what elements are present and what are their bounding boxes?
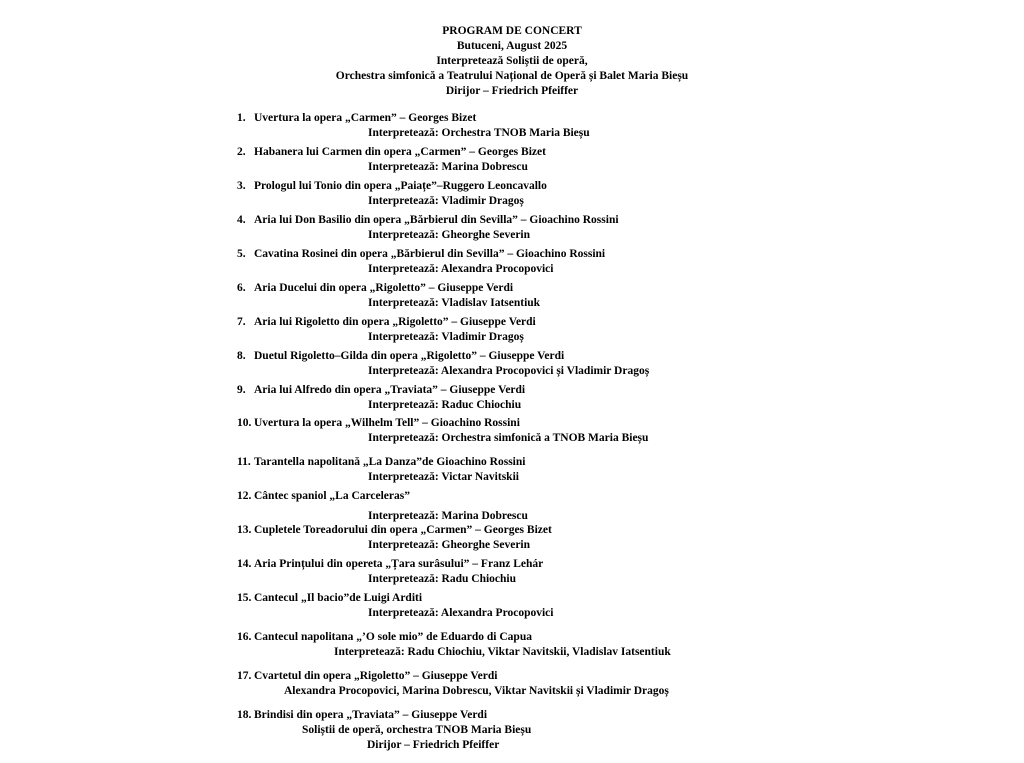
item-title: Cantecul „Il bacio”de Luigi Arditi (254, 592, 423, 604)
item-performer: Interpretează: Orchestra TNOB Maria Bieșu (368, 127, 590, 139)
item-performer: Interpretează: Vladimir Dragoș (368, 195, 524, 207)
item-number: 6. (237, 282, 246, 294)
item-title: Cupletele Toreadorului din opera „Carmen” – Georges Bizet (254, 524, 552, 536)
item-conductor: Dirijor – Friedrich Pfeiffer (367, 739, 500, 751)
program-item-6 (237, 281, 997, 311)
program-item-13 (237, 523, 997, 553)
item-title: Uvertura la opera „Carmen” – Georges Bizet (254, 112, 477, 124)
item-title: Aria Ducelui din opera „Rigoletto” – Giuseppe Verdi (254, 282, 514, 294)
item-performer: Interpretează: Radu Chiochiu, Viktar Navitskii, Vladislav Iatsentiuk (334, 646, 671, 658)
item-number: 18. (237, 709, 252, 721)
item-title: Prologul lui Tonio din opera „Paiațe”–Ruggero Leoncavallo (254, 180, 547, 192)
item-title: Aria lui Rigoletto din opera „Rigoletto” – Giuseppe Verdi (254, 316, 536, 328)
item-performer: Interpretează: Radu Chiochiu (368, 573, 517, 585)
item-title: Tarantella napolitană „La Danza”de Gioachino Rossini (254, 456, 526, 468)
item-number: 10. (237, 417, 252, 429)
item-number: 8. (237, 350, 246, 362)
program-item-2 (237, 145, 997, 175)
item-title: Brindisi din opera „Traviata” – Giuseppe Verdi (254, 709, 488, 721)
item-number: 12. (237, 490, 252, 502)
item-number: 17. (237, 670, 252, 682)
program-item-1 (237, 111, 997, 141)
program-item-14 (237, 557, 997, 587)
item-performer: Interpretează: Gheorghe Severin (368, 229, 531, 241)
program-item-3 (237, 179, 997, 209)
program-title: PROGRAM DE CONCERT (442, 25, 582, 37)
item-performer: Interpretează: Vladimir Dragoș (368, 331, 524, 343)
location-date: Butuceni, August 2025 (456, 40, 568, 52)
item-title: Cantecul napolitana „’O sole mio” de Eduardo di Capua (254, 631, 532, 643)
program-item-16 (237, 630, 997, 660)
program-header (0, 24, 1024, 99)
program-item-11 (237, 455, 997, 485)
program-item-12 (237, 489, 997, 524)
item-performer: Interpretează: Raduc Chiochiu (368, 399, 522, 411)
item-performer: Soliștii de operă, orchestra TNOB Maria Bieșu (302, 724, 532, 736)
item-number: 16. (237, 631, 252, 643)
program-item-10 (237, 416, 997, 446)
item-performer: Interpretează: Alexandra Procopovici (368, 607, 554, 619)
item-title: Cvartetul din opera „Rigoletto” – Giuseppe Verdi (254, 670, 498, 682)
item-title: Cântec spaniol „La Carceleras” (254, 490, 410, 502)
program-item-5 (237, 247, 997, 277)
item-title: Uvertura la opera „Wilhelm Tell” – Gioachino Rossini (254, 417, 520, 429)
item-performer: Interpretează: Alexandra Procopovici (368, 263, 554, 275)
item-number: 11. (237, 456, 251, 468)
item-number: 1. (237, 112, 246, 124)
item-number: 14. (237, 558, 252, 570)
item-number: 15. (237, 592, 252, 604)
item-title: Aria lui Don Basilio din opera „Bărbierul din Sevilla” – Gioachino Rossini (254, 214, 619, 226)
performers-line: Interpretează Soliștii de operă, (436, 55, 588, 67)
item-title: Cavatina Rosinei din opera „Bărbierul din Sevilla” – Gioachino Rossini (254, 248, 606, 260)
program-item-8 (237, 349, 997, 379)
item-title: Aria lui Alfredo din opera „Traviata” – Giuseppe Verdi (254, 384, 526, 396)
item-performer: Alexandra Procopovici, Marina Dobrescu, Viktar Navitskii și Vladimir Dragoș (284, 685, 669, 697)
item-number: 13. (237, 524, 252, 536)
item-number: 5. (237, 248, 246, 260)
item-number: 4. (237, 214, 246, 226)
item-number: 2. (237, 146, 246, 158)
item-performer: Interpretează: Vladislav Iatsentiuk (368, 297, 541, 309)
item-performer: Interpretează: Orchestra simfonică a TNOB Maria Bieșu (368, 432, 649, 444)
program-item-17 (237, 669, 997, 699)
item-title: Aria Prințului din opereta „Țara surâsului” – Franz Lehár (254, 558, 544, 570)
item-performer: Interpretează: Gheorghe Severin (368, 539, 531, 551)
item-number: 7. (237, 316, 246, 328)
item-performer: Interpretează: Marina Dobrescu (368, 510, 528, 522)
program-item-7 (237, 315, 997, 345)
item-number: 3. (237, 180, 246, 192)
item-title: Duetul Rigoletto–Gilda din opera „Rigoletto” – Giuseppe Verdi (254, 350, 565, 362)
orchestra-line: Orchestra simfonică a Teatrului Național de Operă și Balet Maria Bieșu (335, 70, 689, 82)
conductor-line: Dirijor – Friedrich Pfeiffer (445, 85, 579, 97)
item-title: Habanera lui Carmen din opera „Carmen” – Georges Bizet (254, 146, 546, 158)
program-item-15 (237, 591, 997, 621)
program-item-18 (237, 708, 997, 753)
program-item-9 (237, 383, 997, 413)
item-number: 9. (237, 384, 246, 396)
program-item-4 (237, 213, 997, 243)
item-performer: Interpretează: Alexandra Procopovici și Vladimir Dragoș (368, 365, 650, 377)
item-performer: Interpretează: Victar Navitskii (368, 471, 519, 483)
item-performer: Interpretează: Marina Dobrescu (368, 161, 528, 173)
